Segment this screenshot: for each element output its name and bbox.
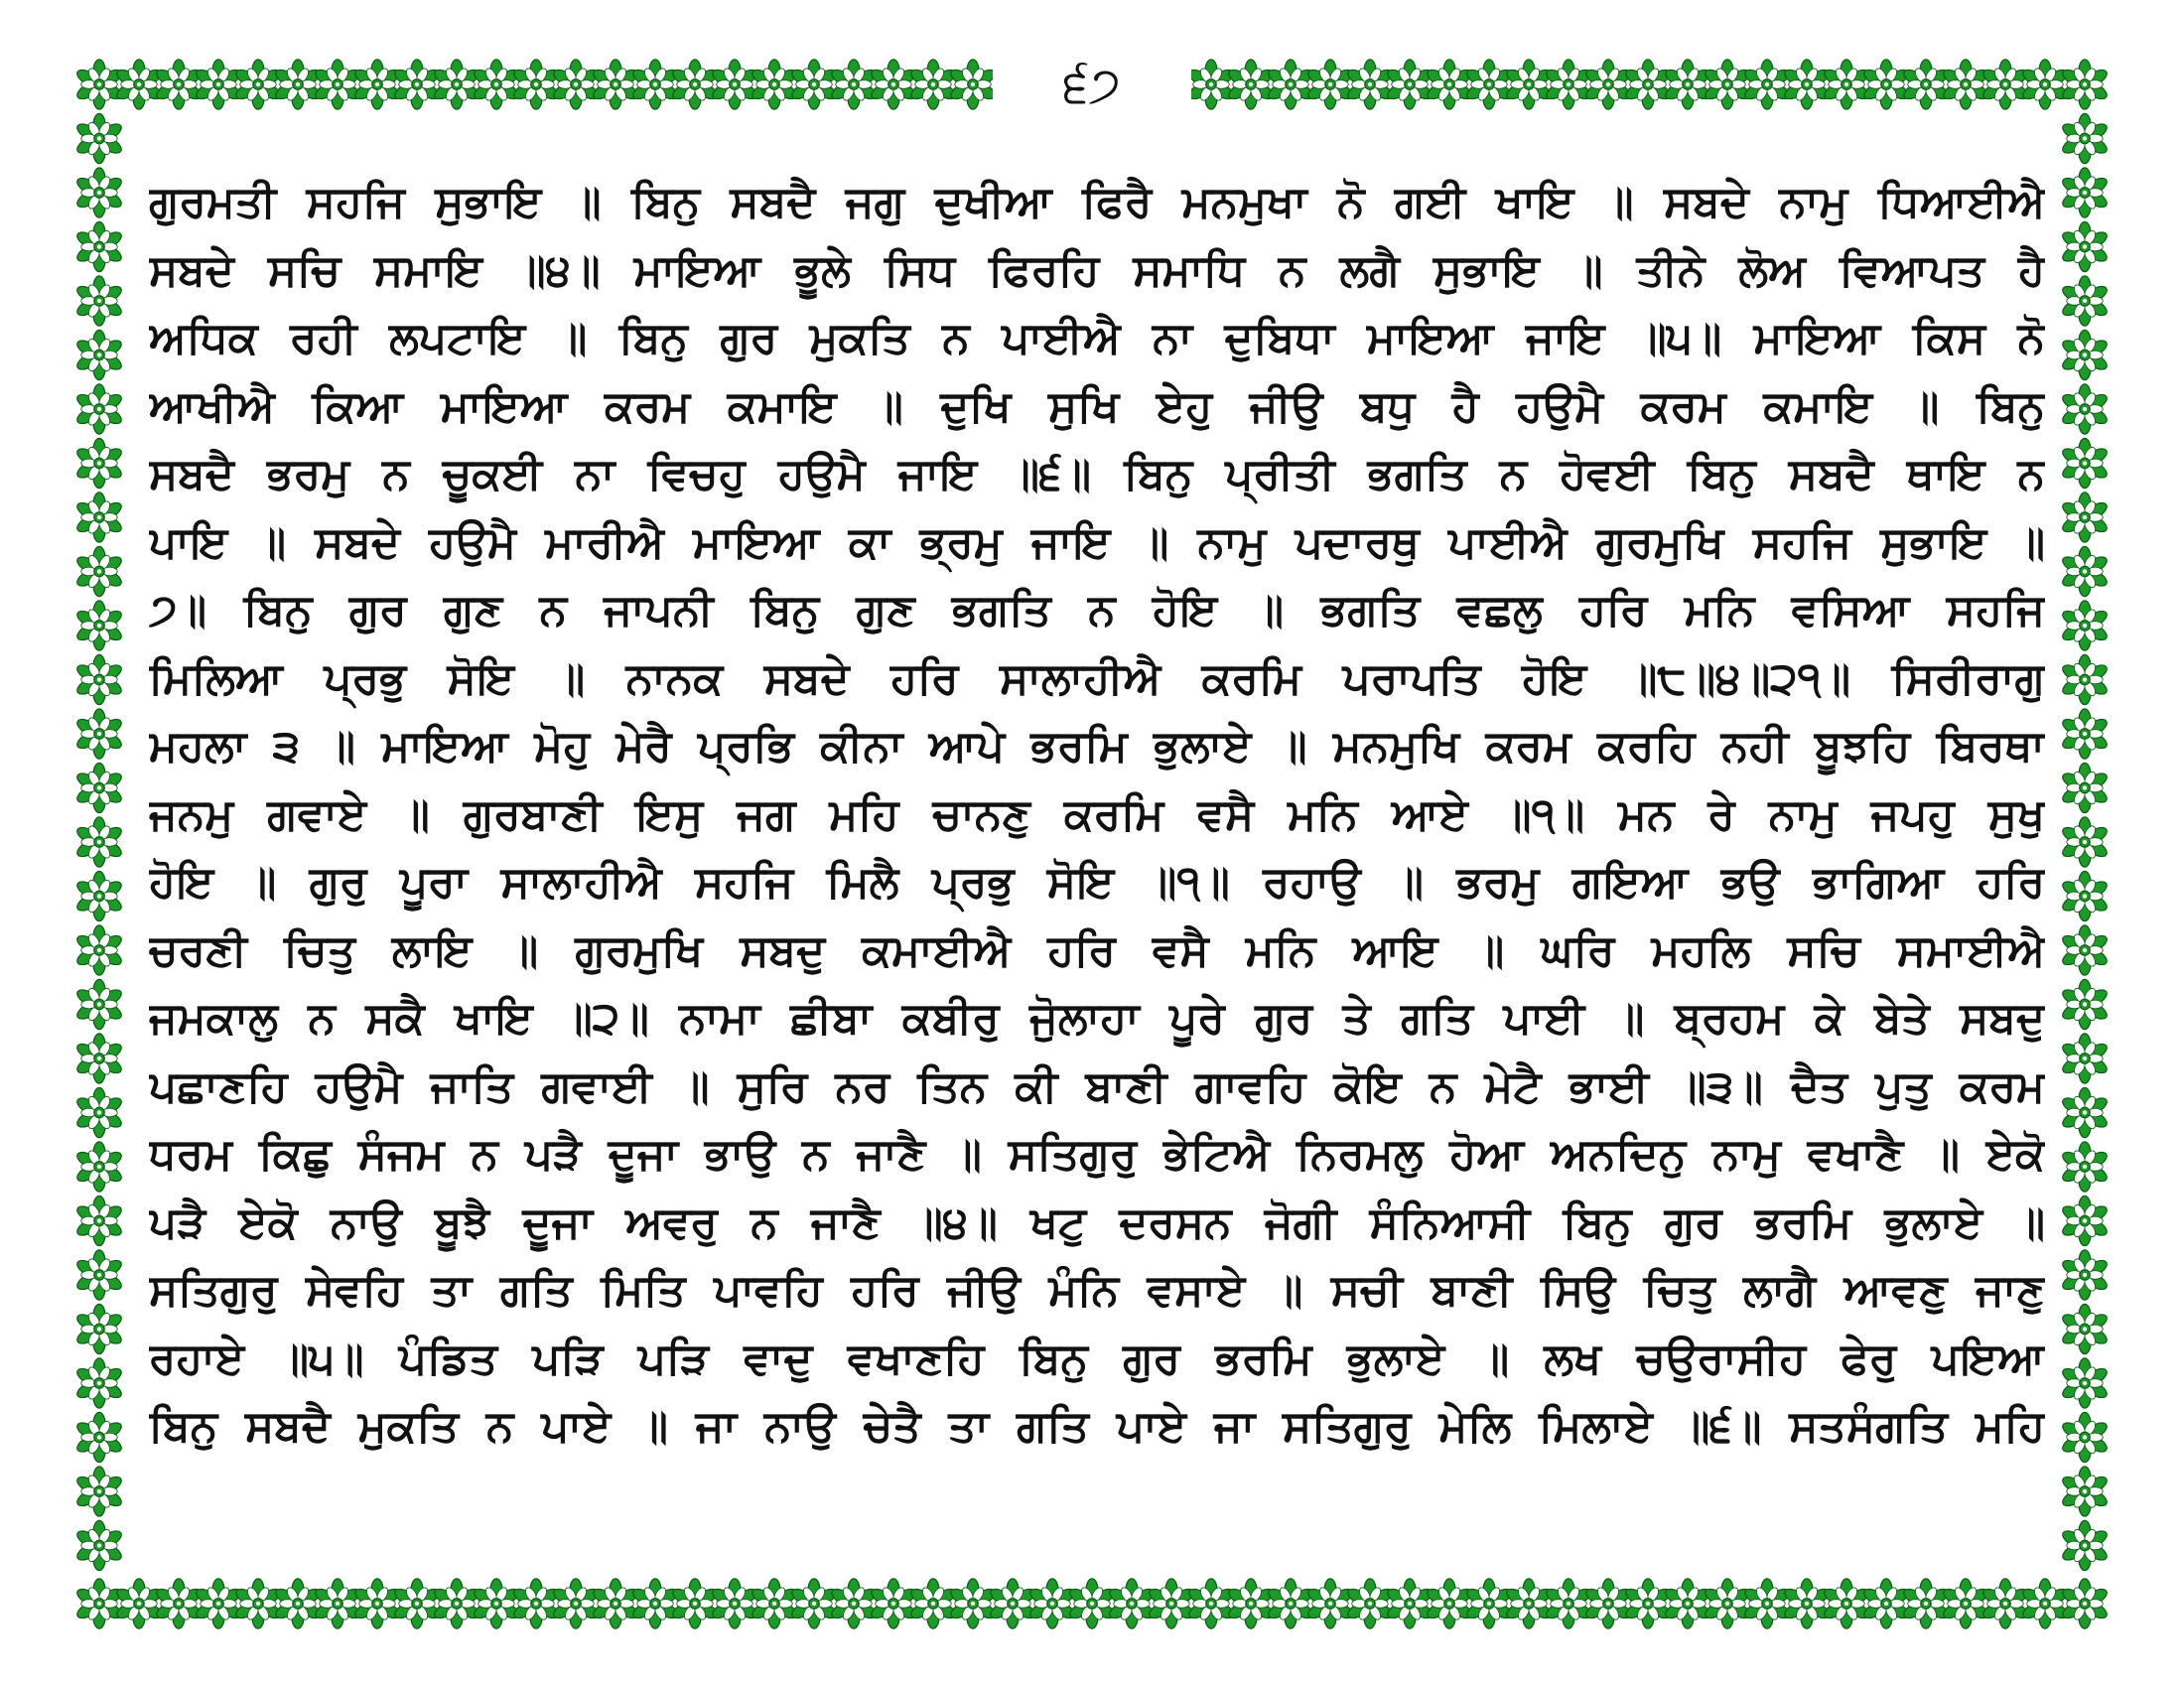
lotus-flower-icon [1583,1579,1633,1628]
lotus-flower-icon [74,384,124,434]
lotus-flower-icon [2020,60,2070,109]
text-line: ਗੁਰਮਤੀ ਸਹਜਿ ਸੁਭਾਇ ॥ ਬਿਨੁ ਸਬਦੈ ਜਗੁ ਦੁਖੀਆ ਫਿਰੈ ਮਨਮੁਖਾ ਨੋ ਗਈ ਖਾਇ ॥ ਸਬਦੇ ਨਾਮੁ ਧਿਆਈਐ [149,177,2045,227]
lotus-flower-icon [1623,1579,1673,1628]
lotus-flower-icon [432,60,481,109]
lotus-flower-icon [1663,60,1712,109]
text-line: ਪਾਇ ॥ ਸਬਦੇ ਹਉਮੈ ਮਾਰੀਐ ਮਾਇਆ ਕਾ ਭ੍ਰਮੁ ਜਾਇ ॥ ਨਾਮੁ ਪਦਾਰਥੁ ਪਾਈਐ ਗੁਰਮੁਖਿ ਸਹਜਿ ਸੁਭਾਇ ॥ [149,516,2045,568]
lotus-flower-icon [1186,60,1236,109]
lotus-flower-icon [74,709,124,759]
lotus-flower-icon [74,1412,124,1462]
lotus-flower-icon [2060,1579,2110,1628]
lotus-flower-icon [2060,276,2110,326]
lotus-flower-icon [1464,1579,1514,1628]
text-line: ਪਛਾਣਹਿ ਹਉਮੈ ਜਾਤਿ ਗਵਾਈ ॥ ਸੁਰਿ ਨਰ ਤਿਨ ਕੀ ਬਾਣੀ ਗਾਵਹਿ ਕੋਇ ਨ ਮੇਟੈ ਭਾਈ ॥੩॥ ਦੈਤ ਪੁਤੁ ਕਰਮ [149,1060,2045,1112]
lotus-flower-icon [908,1579,958,1628]
lotus-flower-icon [74,871,124,920]
lotus-flower-icon [74,438,124,488]
lotus-flower-icon [630,60,680,109]
lotus-flower-icon [869,1579,918,1628]
lotus-flower-icon [1901,1579,1951,1628]
lotus-flower-icon [948,60,998,109]
lotus-flower-icon [74,979,124,1029]
lotus-flower-icon [273,1579,323,1628]
page-number: ੬੭ [993,40,1191,129]
lotus-flower-icon [74,168,124,217]
lotus-flower-icon [511,1579,561,1628]
lotus-flower-icon [2060,601,2110,650]
lotus-flower-icon [1544,1579,1593,1628]
lotus-flower-icon [2060,438,2110,488]
lotus-flower-icon [1226,60,1276,109]
lotus-flower-icon [1941,1579,1990,1628]
lotus-flower-icon [74,1087,124,1137]
lotus-flower-icon [1980,60,2030,109]
lotus-flower-icon [2060,817,2110,867]
lotus-flower-icon [114,60,164,109]
lotus-flower-icon [1703,1579,1752,1628]
lotus-flower-icon [2060,1034,2110,1083]
lotus-flower-icon [1385,1579,1434,1628]
lotus-flower-icon [1822,1579,1871,1628]
border-right [2060,113,2110,1570]
lotus-flower-icon [2060,168,2110,217]
lotus-flower-icon [194,1579,243,1628]
border-left [74,113,124,1570]
lotus-flower-icon [1266,1579,1315,1628]
lotus-flower-icon [74,546,124,596]
lotus-flower-icon [1425,1579,1474,1628]
lotus-flower-icon [1703,60,1752,109]
lotus-flower-icon [1742,1579,1792,1628]
text-line: ਜਮਕਾਲੁ ਨ ਸਕੈ ਖਾਇ ॥੨॥ ਨਾਮਾ ਛੀਬਾ ਕਬੀਰੁ ਜੋੁਲਾਹਾ ਪੂਰੇ ਗੁਰ ਤੇ ਗਤਿ ਪਾਈ ॥ ਬ੍ਰਹਮ ਕੇ ਬੇਤੇ ਸਬਦੁ [149,993,2045,1044]
lotus-flower-icon [2060,330,2110,379]
text-line: ਮਹਲਾ ੩ ॥ ਮਾਇਆ ਮੋਹੁ ਮੇਰੈ ਪ੍ਰਭਿ ਕੀਨਾ ਆਪੇ ਭਰਮਿ ਭੁਲਾਏ ॥ ਮਨਮੁਖਿ ਕਰਮ ਕਰਹਿ ਨਹੀ ਬੂਝਹਿ ਬਿਰਥਾ [149,721,2045,772]
lotus-flower-icon [74,1467,124,1516]
lotus-flower-icon [154,1579,204,1628]
lotus-flower-icon [750,1579,799,1628]
lotus-flower-icon [74,1520,124,1570]
lotus-flower-icon [313,1579,362,1628]
lotus-flower-icon [74,330,124,379]
lotus-flower-icon [2060,979,2110,1029]
text-line: ਪੜੈ ਏਕੋ ਨਾਉ ਬੂਝੈ ਦੂਜਾ ਅਵਰੁ ਨ ਜਾਣੈ ॥੪॥ ਖਟੁ ਦਰਸਨ ਜੋਗੀ ਸੰਨਿਆਸੀ ਬਿਨੁ ਗੁਰ ਭਰਮਿ ਭੁਲਾਏ ॥ [149,1196,2045,1248]
lotus-flower-icon [1861,60,1911,109]
lotus-flower-icon [1385,60,1434,109]
lotus-flower-icon [1583,60,1633,109]
lotus-flower-icon [1663,1579,1712,1628]
lotus-flower-icon [74,1034,124,1083]
text-line: ੭॥ ਬਿਨੁ ਗੁਰ ਗੁਣ ਨ ਜਾਪਨੀ ਬਿਨੁ ਗੁਣ ਭਗਤਿ ਨ ਹੋਇ ॥ ਭਗਤਿ ਵਛਲੁ ਹਰਿ ਮਨਿ ਵਸਿਆ ਸਹਜਿ [149,585,2045,635]
lotus-flower-icon [1782,60,1832,109]
lotus-flower-icon [1504,60,1554,109]
lotus-flower-icon [1027,1579,1077,1628]
lotus-flower-icon [591,60,640,109]
lotus-flower-icon [2060,1412,2110,1462]
lotus-flower-icon [74,817,124,867]
lotus-flower-icon [313,60,362,109]
lotus-flower-icon [1980,1579,2030,1628]
lotus-flower-icon [1941,60,1990,109]
lotus-flower-icon [233,1579,283,1628]
text-line: ਧਰਮ ਕਿਛੁ ਸੰਜਮ ਨ ਪੜੈ ਦੂਜਾ ਭਾਉ ਨ ਜਾਣੈ ॥ ਸਤਿਗੁਰੁ ਭੇਟਿਐ ਨਿਰਮਲੁ ਹੋਆ ਅਨਦਿਨੁ ਨਾਮੁ ਵਖਾਣੈ ॥ ਏਕੋ [149,1129,2045,1180]
lotus-flower-icon [74,276,124,326]
text-line: ਮਿਲਿਆ ਪ੍ਰਭੁ ਸੋਇ ॥ ਨਾਨਕ ਸਬਦੇ ਹਰਿ ਸਾਲਾਹੀਐ ਕਰਮਿ ਪਰਾਪਤਿ ਹੋਇ ॥੮॥੪॥੨੧॥ ਸਿਰੀਰਾਗੁ [149,652,2045,704]
lotus-flower-icon [710,60,759,109]
lotus-flower-icon [74,1579,124,1628]
lotus-flower-icon [2060,1358,2110,1408]
lotus-flower-icon [74,601,124,650]
lotus-flower-icon [670,60,720,109]
lotus-flower-icon [74,113,124,163]
lotus-flower-icon [2060,763,2110,812]
lotus-flower-icon [1782,1579,1832,1628]
lotus-flower-icon [114,1579,164,1628]
lotus-flower-icon [194,60,243,109]
lotus-flower-icon [551,1579,601,1628]
lotus-flower-icon [2060,1087,2110,1137]
lotus-flower-icon [2060,1304,2110,1353]
lotus-flower-icon [908,60,958,109]
lotus-flower-icon [1305,1579,1355,1628]
lotus-flower-icon [1504,1579,1554,1628]
lotus-flower-icon [472,60,521,109]
lotus-flower-icon [789,60,839,109]
lotus-flower-icon [1464,60,1514,109]
lotus-flower-icon [1345,60,1395,109]
lotus-flower-icon [1822,60,1871,109]
text-line: ਬਿਨੁ ਸਬਦੈ ਮੁਕਤਿ ਨ ਪਾਏ ॥ ਜਾ ਨਾਉ ਚੇਤੈ ਤਾ ਗਤਿ ਪਾਏ ਜਾ ਸਤਿਗੁਰੁ ਮੇਲਿ ਮਿਲਾਏ ॥੬॥ ਸਤਸੰਗਤਿ ਮਹਿ [149,1401,2045,1452]
lotus-flower-icon [2060,1196,2110,1245]
lotus-flower-icon [710,1579,759,1628]
text-line: ਹੋਇ ॥ ਗੁਰੁ ਪੂਰਾ ਸਾਲਾਹੀਐ ਸਹਜਿ ਮਿਲੈ ਪ੍ਰਭੁ ਸੋਇ ॥੧॥ ਰਹਾਉ ॥ ਭਰਮੁ ਗਇਆ ਭਉ ਭਾਗਿਆ ਹਰਿ [149,857,2045,908]
lotus-flower-icon [988,1579,1037,1628]
lotus-flower-icon [74,221,124,271]
lotus-flower-icon [2060,492,2110,542]
lotus-flower-icon [829,1579,879,1628]
lotus-flower-icon [74,1142,124,1192]
text-line: ਅਧਿਕ ਰਹੀ ਲਪਟਾਇ ॥ ਬਿਨੁ ਗੁਰ ਮੁਕਤਿ ਨ ਪਾਈਐ ਨਾ ਦੁਬਿਧਾ ਮਾਇਆ ਜਾਇ ॥੫॥ ਮਾਇਆ ਕਿਸ ਨੋ [149,313,2045,363]
lotus-flower-icon [2060,1467,2110,1516]
lotus-flower-icon [2060,871,2110,920]
lotus-flower-icon [1623,60,1673,109]
lotus-flower-icon [2060,654,2110,704]
lotus-flower-icon [1226,1579,1276,1628]
lotus-flower-icon [829,60,879,109]
lotus-flower-icon [2060,1520,2110,1570]
text-line: ਆਖੀਐ ਕਿਆ ਮਾਇਆ ਕਰਮ ਕਮਾਇ ॥ ਦੁਖਿ ਸੁਖਿ ਏਹੁ ਜੀਉ ਬਧੁ ਹੈ ਹਉਮੈ ਕਰਮ ਕਮਾਇ ॥ ਬਿਨੁ [149,380,2045,432]
lotus-flower-icon [1901,60,1951,109]
lotus-flower-icon [869,60,918,109]
lotus-flower-icon [2060,113,2110,163]
lotus-flower-icon [472,1579,521,1628]
lotus-flower-icon [74,1358,124,1408]
lotus-flower-icon [1147,1579,1196,1628]
lotus-flower-icon [1861,1579,1911,1628]
text-line: ਜਨਮੁ ਗਵਾਏ ॥ ਗੁਰਬਾਣੀ ਇਸੁ ਜਗ ਮਹਿ ਚਾਨਣੁ ਕਰਮਿ ਵਸੈ ਮਨਿ ਆਏ ॥੧॥ ਮਨ ਰੇ ਨਾਮੁ ਜਪਹੁ ਸੁਖੁ [149,788,2045,840]
text-line: ਚਰਣੀ ਚਿਤੁ ਲਾਇ ॥ ਗੁਰਮੁਖਿ ਸਬਦੁ ਕਮਾਈਐ ਹਰਿ ਵਸੈ ਮਨਿ ਆਇ ॥ ਘਰਿ ਮਹਲਿ ਸਚਿ ਸਮਾਈਐ [149,924,2045,976]
lotus-flower-icon [233,60,283,109]
lotus-flower-icon [1186,1579,1236,1628]
text-line: ਰਹਾਏ ॥੫॥ ਪੰਡਿਤ ਪੜਿ ਪੜਿ ਵਾਦੁ ਵਖਾਣਹਿ ਬਿਨੁ ਗੁਰ ਭਰਮਿ ਭੁਲਾਏ ॥ ਲਖ ਚਉਰਾਸੀਹ ਫੇਰੁ ਪਇਆ [149,1333,2045,1384]
lotus-flower-icon [551,60,601,109]
lotus-flower-icon [154,60,204,109]
lotus-flower-icon [948,1579,998,1628]
lotus-flower-icon [74,1196,124,1245]
gurbani-text-block [149,169,2045,1519]
text-line: ਸਬਦੈ ਭਰਮੁ ਨ ਚੂਕਈ ਨਾ ਵਿਚਹੁ ਹਉਮੈ ਜਾਇ ॥੬॥ ਬਿਨੁ ਪ੍ਰੀਤੀ ਭਗਤਿ ਨ ਹੋਵਈ ਬਿਨੁ ਸਬਦੈ ਥਾਇ ਨ [149,449,2045,499]
lotus-flower-icon [352,1579,402,1628]
lotus-flower-icon [392,1579,442,1628]
lotus-flower-icon [2060,221,2110,271]
lotus-flower-icon [1305,60,1355,109]
lotus-flower-icon [789,1579,839,1628]
lotus-flower-icon [74,1304,124,1353]
lotus-flower-icon [74,654,124,704]
lotus-flower-icon [352,60,402,109]
lotus-flower-icon [2060,546,2110,596]
lotus-flower-icon [1067,1579,1117,1628]
lotus-flower-icon [2060,1142,2110,1192]
lotus-flower-icon [2060,925,2110,975]
lotus-flower-icon [1544,60,1593,109]
lotus-flower-icon [1266,60,1315,109]
border-bottom [74,1579,2110,1628]
lotus-flower-icon [74,60,124,109]
lotus-flower-icon [591,1579,640,1628]
lotus-flower-icon [630,1579,680,1628]
lotus-flower-icon [2060,709,2110,759]
lotus-flower-icon [2060,1250,2110,1300]
lotus-flower-icon [750,60,799,109]
lotus-flower-icon [74,925,124,975]
lotus-flower-icon [670,1579,720,1628]
lotus-flower-icon [273,60,323,109]
text-line: ਸਤਿਗੁਰੁ ਸੇਵਹਿ ਤਾ ਗਤਿ ਮਿਤਿ ਪਾਵਹਿ ਹਰਿ ਜੀਉ ਮੰਨਿ ਵਸਾਏ ॥ ਸਚੀ ਬਾਣੀ ਸਿਉ ਚਿਤੁ ਲਾਗੈ ਆਵਣੁ ਜਾਣੁ [149,1265,2045,1316]
lotus-flower-icon [432,1579,481,1628]
lotus-flower-icon [511,60,561,109]
lotus-flower-icon [2060,384,2110,434]
lotus-flower-icon [74,763,124,812]
lotus-flower-icon [1742,60,1792,109]
lotus-flower-icon [392,60,442,109]
lotus-flower-icon [2020,1579,2070,1628]
lotus-flower-icon [2060,60,2110,109]
lotus-flower-icon [74,1250,124,1300]
lotus-flower-icon [1425,60,1474,109]
lotus-flower-icon [1107,1579,1157,1628]
lotus-flower-icon [1345,1579,1395,1628]
text-line: ਸਬਦੇ ਸਚਿ ਸਮਾਇ ॥੪॥ ਮਾਇਆ ਭੂਲੇ ਸਿਧ ਫਿਰਹਿ ਸਮਾਧਿ ਨ ਲਗੈ ਸੁਭਾਇ ॥ ਤੀਨੇ ਲੋਅ ਵਿਆਪਤ ਹੈ [149,244,2045,296]
lotus-flower-icon [74,492,124,542]
